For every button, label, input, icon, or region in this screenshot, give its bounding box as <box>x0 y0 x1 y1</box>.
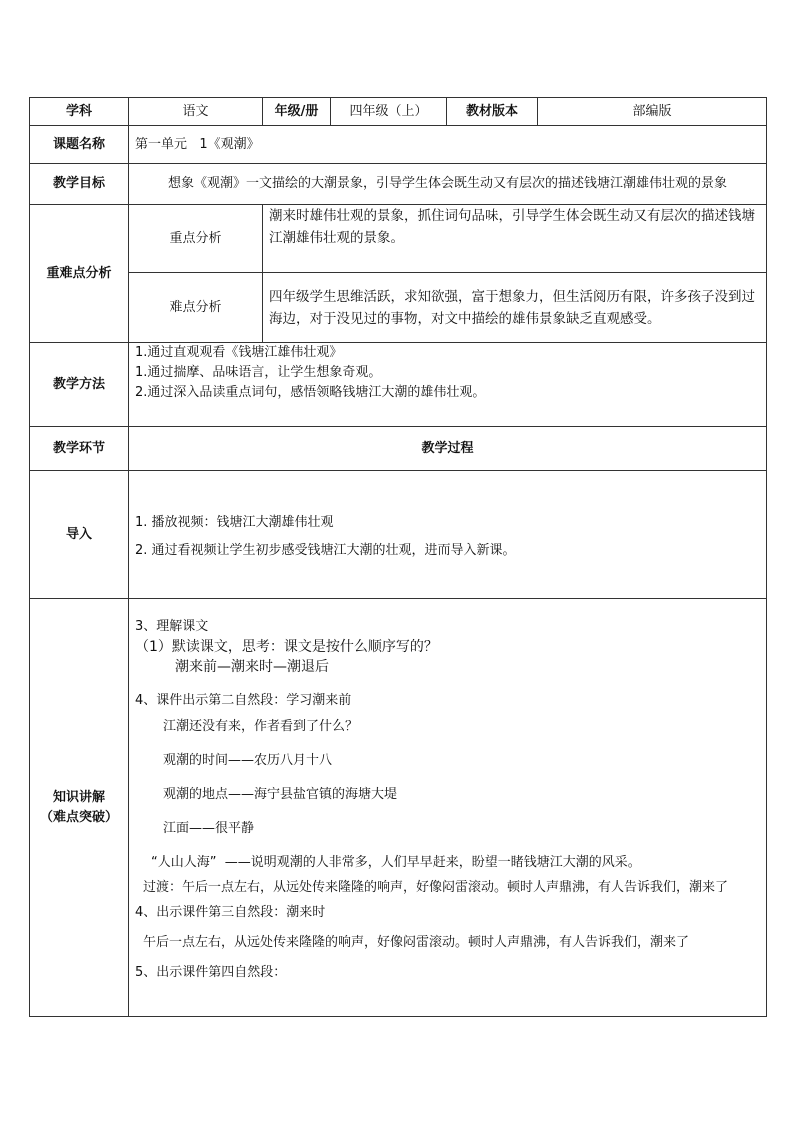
process-label: 教学过程 <box>129 427 767 471</box>
intro-row <box>30 471 767 599</box>
grade-value: 四年级（上） <box>331 98 447 126</box>
lesson-row <box>30 126 767 164</box>
knowledge-line: 午后一点左右，从远处传来隆隆的响声，好像闷雷滚动。顿时人声鼎沸，有人告诉我们，潮来了 <box>143 935 690 950</box>
intro-item: 1. 播放视频：钱塘江大潮雄伟壮观 <box>135 514 334 530</box>
intro-label: 导入 <box>30 471 129 599</box>
subject-value: 语文 <box>129 98 263 126</box>
method-item: 2.通过深入品读重点词句，感悟领略钱塘江大潮的雄伟壮观。 <box>135 385 486 400</box>
knowledge-line: “人山人海” ——说明观潮的人非常多，人们早早赶来，盼望一睹钱塘江大潮的风采。 <box>151 855 641 870</box>
knowledge-line: 4、出示课件第三自然段：潮来时 <box>135 905 326 920</box>
knowledge-line: 江潮还没有来，作者看到了什么？ <box>163 719 359 734</box>
knowledge-line: 过渡：午后一点左右，从远处传来隆隆的响声，好像闷雷滚动。顿时人声鼎沸，有人告诉我们，潮来了 <box>143 880 729 895</box>
focus-label: 重点分析 <box>129 205 263 273</box>
subject-label: 学科 <box>30 98 129 126</box>
goal-row <box>30 164 767 205</box>
knowledge-label-line1: 知识讲解 <box>52 789 105 805</box>
lesson-value: 第一单元 1《观潮》 <box>129 126 767 164</box>
knowledge-row <box>30 599 767 1017</box>
methods-row <box>30 343 767 427</box>
knowledge-line: 3、理解课文 <box>135 619 209 634</box>
grade-label: 年级/册 <box>263 98 331 126</box>
knowledge-label <box>30 599 129 1017</box>
knowledge-line: （1）默读课文，思考：课文是按什么顺序写的？ <box>135 639 438 655</box>
lesson-plan-table <box>29 97 767 1017</box>
methods-content <box>129 343 767 427</box>
difficulty-value: 四年级学生思维活跃，求知欲强，富于想象力，但生活阅历有限，许多孩子没到过海边，对于没见过的事物，对文中描绘的雄伟景象缺乏直观感受。 <box>263 273 767 343</box>
knowledge-line: 观潮的地点——海宁县盐官镇的海塘大堤 <box>163 787 398 802</box>
knowledge-line: 4、课件出示第二自然段：学习潮来前 <box>135 693 352 708</box>
intro-content <box>129 471 767 599</box>
knowledge-line: 潮来前—潮来时—潮退后 <box>175 659 329 675</box>
difficulty-label: 难点分析 <box>129 273 263 343</box>
knowledge-content <box>129 599 767 1017</box>
difficulty-row <box>30 273 767 343</box>
key-points-label: 重难点分析 <box>30 205 129 343</box>
knowledge-label-line2: （难点突破） <box>39 809 118 825</box>
process-header-row <box>30 427 767 471</box>
methods-label: 教学方法 <box>30 343 129 427</box>
knowledge-line: 观潮的时间——农历八月十八 <box>163 753 333 768</box>
focus-row <box>30 205 767 273</box>
edition-label: 教材版本 <box>447 98 538 126</box>
lesson-label: 课题名称 <box>30 126 129 164</box>
process-stage-label: 教学环节 <box>30 427 129 471</box>
goal-label: 教学目标 <box>30 164 129 205</box>
knowledge-line: 5、出示课件第四自然段： <box>135 965 287 980</box>
method-item: 1.通过揣摩、品味语言，让学生想象奇观。 <box>135 365 382 380</box>
method-item: 1.通过直观观看《钱塘江雄伟壮观》 <box>135 345 343 360</box>
focus-value: 潮来时雄伟壮观的景象，抓住词句品味，引导学生体会既生动又有层次的描述钱塘江潮雄伟壮观的景象。 <box>263 205 767 273</box>
header-row <box>30 98 767 126</box>
goal-value: 想象《观潮》一文描绘的大潮景象，引导学生体会既生动又有层次的描述钱塘江潮雄伟壮观的景象 <box>129 164 767 205</box>
intro-item: 2. 通过看视频让学生初步感受钱塘江大潮的壮观，进而导入新课。 <box>135 542 516 558</box>
edition-value: 部编版 <box>538 98 767 126</box>
knowledge-line: 江面——很平静 <box>163 821 255 836</box>
